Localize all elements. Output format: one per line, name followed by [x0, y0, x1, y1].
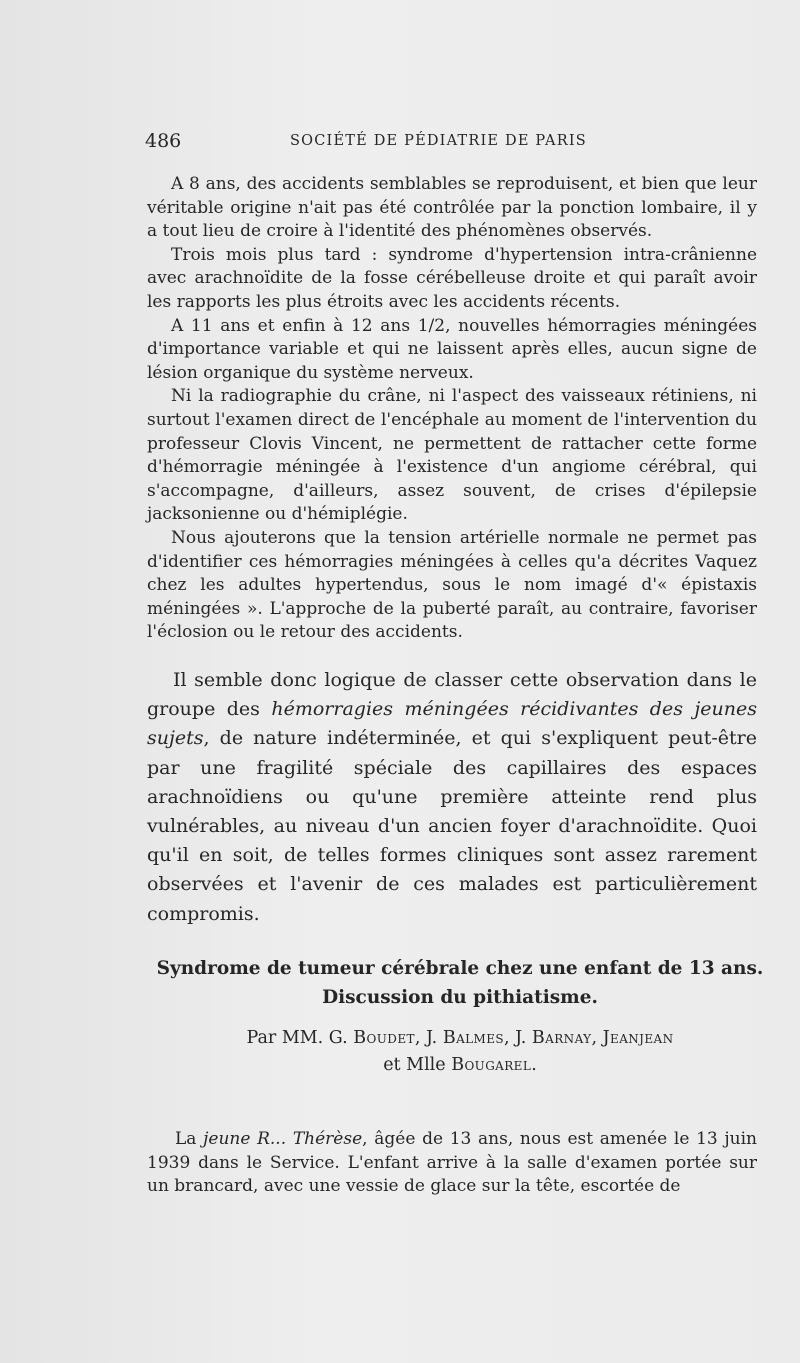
conclusion-paragraph [147, 666, 757, 929]
author-balmes: Balmes [442, 1028, 504, 1048]
section-title-line-1: Syndrome de tumeur cérébrale chez une enfant de 13 ans. [156, 958, 764, 979]
paragraph-age-11: A 11 ans et enfin à 12 ans 1/2, nouvelles hémorragies méningées d'importance variable et qui ne laissent après elles, aucun signe de lésion organique du système nerveux. [147, 315, 757, 383]
patient-name: jeune R... Thérèse [203, 1129, 363, 1149]
paragraph-age-8: A 8 ans, des accidents semblables se reproduisent, et bien que leur véritable origine n'ait pas été contrôlée par la ponction lombaire, il y a tout lieu de croire à l'identité des phénomènes observés. [147, 174, 757, 242]
case-history-paragraphs [147, 173, 757, 645]
author-bougarel: Bougarel [451, 1055, 532, 1075]
paragraph-tension: Nous ajouterons que la tension artérielle normale ne permet pas d'identifier ces hémorragies méningées à celles qu'a décrites Vaquez chez les adultes hypertendus, sous le nom imagé d'« épistaxis méningées ». L'approche de la puberté paraît, au contraire, favoriser l'éclosion ou le retour des accidents. [147, 527, 757, 643]
section-title-line-2: Discussion du pithiatisme. [322, 987, 598, 1008]
page-number: 486 [145, 130, 182, 152]
author-barnay: Barnay [531, 1028, 592, 1048]
author-boudet: Boudet [353, 1028, 415, 1048]
authors-prefix: Par MM. G. [246, 1028, 354, 1048]
authors-line: Par MM. G. Boudet, J. Balmes, J. Barnay, Jeanjean et Mlle Bougarel. [246, 1028, 674, 1075]
journal-title: SOCIÉTÉ DE PÉDIATRIE DE PARIS [290, 133, 587, 149]
section-title [140, 954, 780, 1012]
intro-text: , âgée de 13 ans, nous est amenée le 13 juin 1939 dans le Service. L'enfant arrive à la salle d'examen portée sur un brancard, avec une vessie de glace sur la tête, escortée de [147, 1129, 757, 1197]
conclusion-text-start: Il semble donc logique de classer cette observation dans le groupe des [147, 669, 757, 721]
paragraph-three-months: Trois mois plus tard : syndrome d'hypertension intra-crânienne avec arachnoïdite de la fosse cérébelleuse droite et qui paraît avoir les rapports les plus étroits avec les accidents récents. [147, 244, 757, 312]
paragraph-radiography: Ni la radiographie du crâne, ni l'aspect des vaisseaux rétiniens, ni surtout l'examen direct de l'encéphale au moment de l'intervention du professeur Clovis Vincent, ne permettent de rattacher cette forme d'hémorragie méningée à l'existence d'un angiome cérébral, qui s'accompagne, d'ailleurs, assez souvent, de crises d'épilepsie jacksonienne ou d'hémiplégie. [147, 386, 757, 525]
conclusion-text-end: , de nature indéterminée, et qui s'expliquent peut-être par une fragilité spéciale des capillaires des espaces arachnoïdiens ou qu'une première atteinte rend plus vulnérables, au niveau d'un ancien foyer d'arachnoïdite. Quoi qu'il en soit, de telles formes cliniques sont assez rarement observées et l'avenir de ces malades est particulièrement compromis. [147, 727, 757, 925]
case-intro-paragraph: La jeune R... Thérèse, âgée de 13 ans, nous est amenée le 13 juin 1939 dans le Service. L'enfant arrive à la salle d'examen portée sur un brancard, avec une vessie de glace sur la tête, escortée de [147, 1129, 757, 1197]
conclusion-italic-term: hémorragies méningées récidivantes des jeunes sujets [147, 698, 757, 750]
author-jeanjean: Jeanjean [602, 1028, 674, 1048]
